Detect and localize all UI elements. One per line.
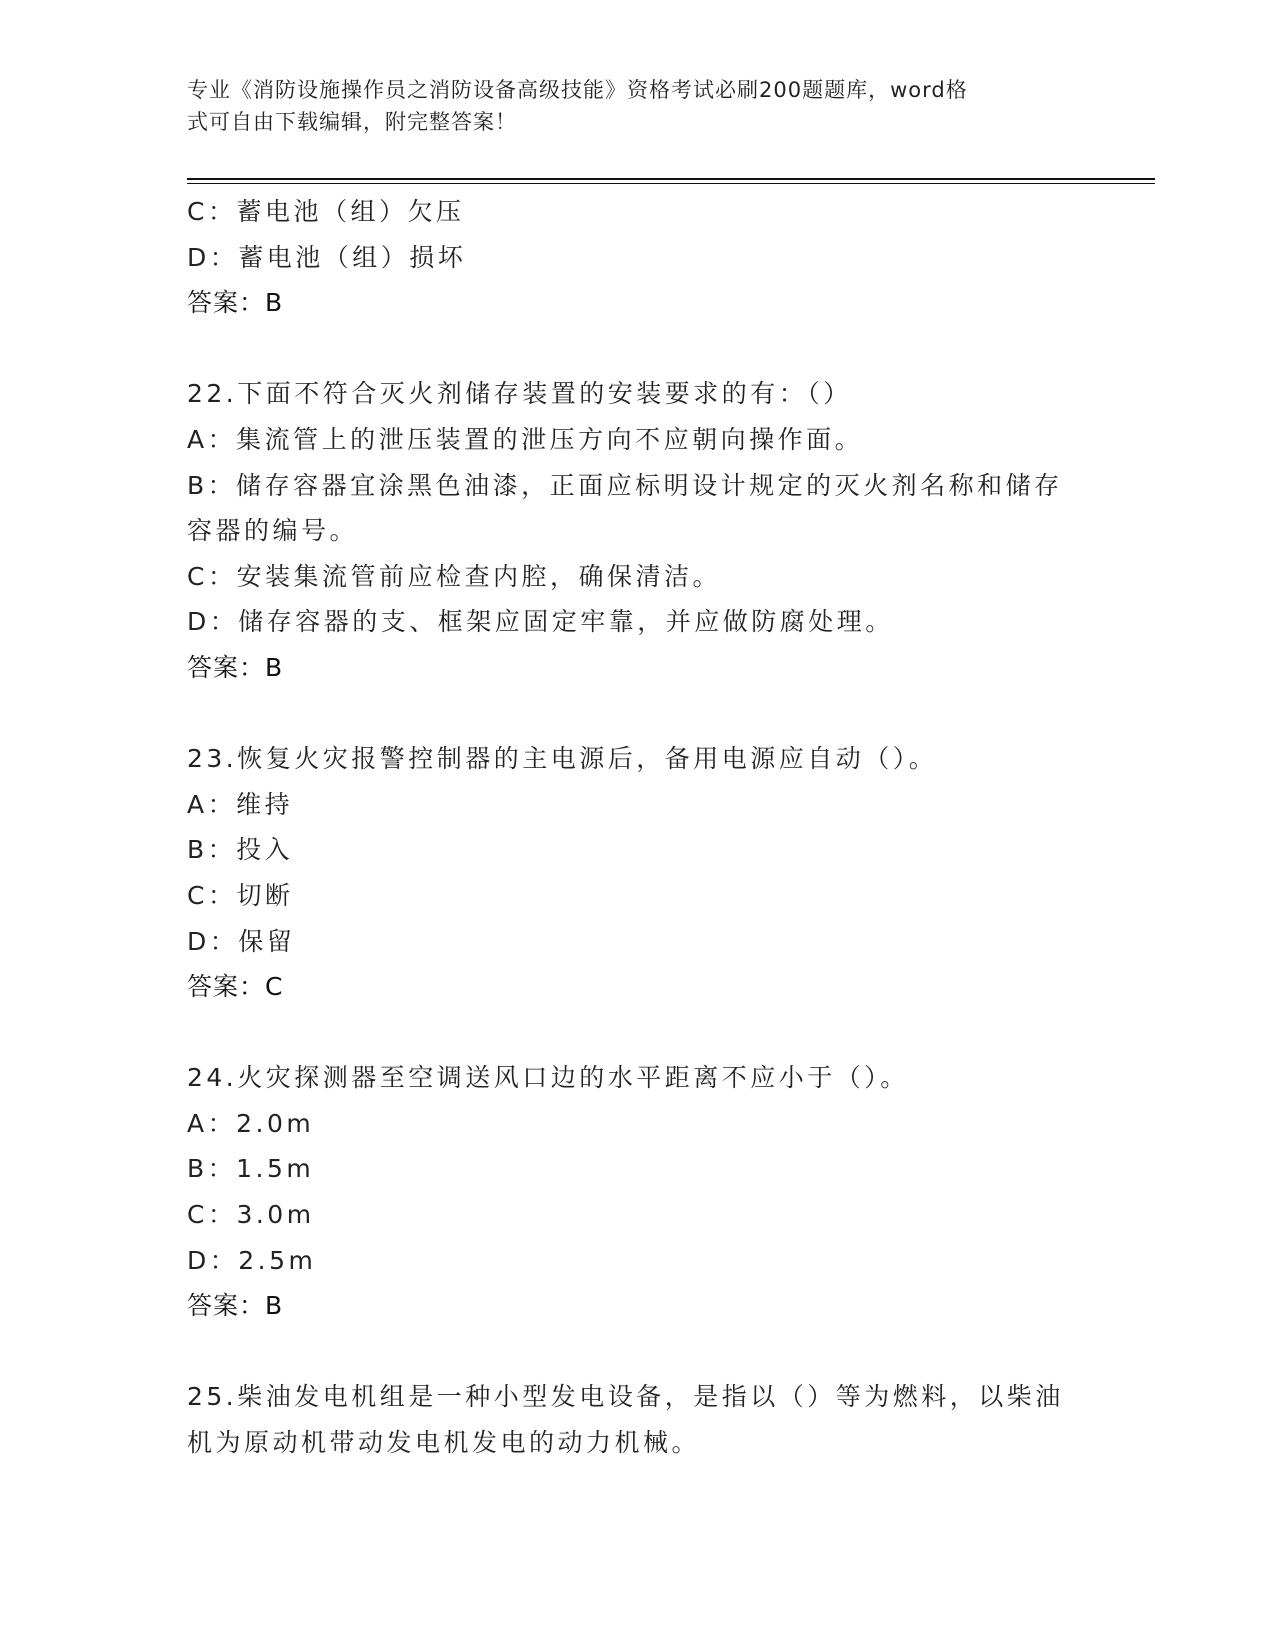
question-stem: 23.恢复火灾报警控制器的主电源后，备用电源应自动（）。 <box>187 744 938 774</box>
question-stem: 22.下面不符合灭火剂储存装置的安装要求的有：（） <box>187 379 852 409</box>
answer-line: 答案：C <box>187 972 284 1002</box>
spacer <box>187 1010 1087 1056</box>
option-d: D：2.5m <box>187 1245 317 1275</box>
option-d: D：蓄电池（组）损坏 <box>187 242 467 272</box>
question-23 <box>187 736 1087 1010</box>
option-a: A：集流管上的泄压装置的泄压方向不应朝向操作面。 <box>187 424 864 454</box>
option-c: C：切断 <box>187 880 294 910</box>
question-list <box>187 189 1087 1466</box>
question-21-tail <box>187 189 1087 326</box>
question-24 <box>187 1055 1087 1329</box>
option-a: A：维持 <box>187 789 294 819</box>
question-stem: 24.火灾探测器至空调送风口边的水平距离不应小于（）。 <box>187 1063 909 1093</box>
option-d: D：储存容器的支、框架应固定牢靠，并应做防腐处理。 <box>187 607 894 637</box>
question-25 <box>187 1374 1087 1465</box>
spacer <box>187 326 1087 372</box>
answer-line: 答案：B <box>187 652 284 682</box>
option-d: D：保留 <box>187 926 296 956</box>
option-b-continued: 容器的编号。 <box>187 516 359 546</box>
question-stem-continued: 机为原动机带动发电机发电的动力机械。 <box>187 1428 701 1458</box>
option-b: B：投入 <box>187 835 294 865</box>
header-divider-thick <box>187 178 1155 180</box>
question-stem: 25.柴油发电机组是一种小型发电设备，是指以（）等为燃料，以柴油 <box>187 1382 1064 1412</box>
option-b: B：储存容器宜涂黑色油漆，正面应标明设计规定的灭火剂名称和储存 <box>187 470 1063 500</box>
option-c: C：3.0m <box>187 1200 315 1230</box>
document-header <box>187 74 1067 138</box>
option-a: A：2.0m <box>187 1108 315 1138</box>
answer-line: 答案：B <box>187 1291 284 1321</box>
option-c: C：蓄电池（组）欠压 <box>187 197 465 226</box>
question-22 <box>187 371 1087 690</box>
option-c: C：安装集流管前应检查内腔，确保清洁。 <box>187 561 721 591</box>
header-divider-thin <box>187 183 1155 184</box>
header-title-line-2: 式可自由下载编辑，附完整答案！ <box>187 110 517 134</box>
option-b: B：1.5m <box>187 1154 315 1184</box>
answer-line: 答案：B <box>187 288 284 318</box>
header-title-line-1: 专业《消防设施操作员之消防设备高级技能》资格考试必刷200题题库，word格 <box>187 78 968 102</box>
spacer <box>187 1329 1087 1375</box>
spacer <box>187 691 1087 737</box>
